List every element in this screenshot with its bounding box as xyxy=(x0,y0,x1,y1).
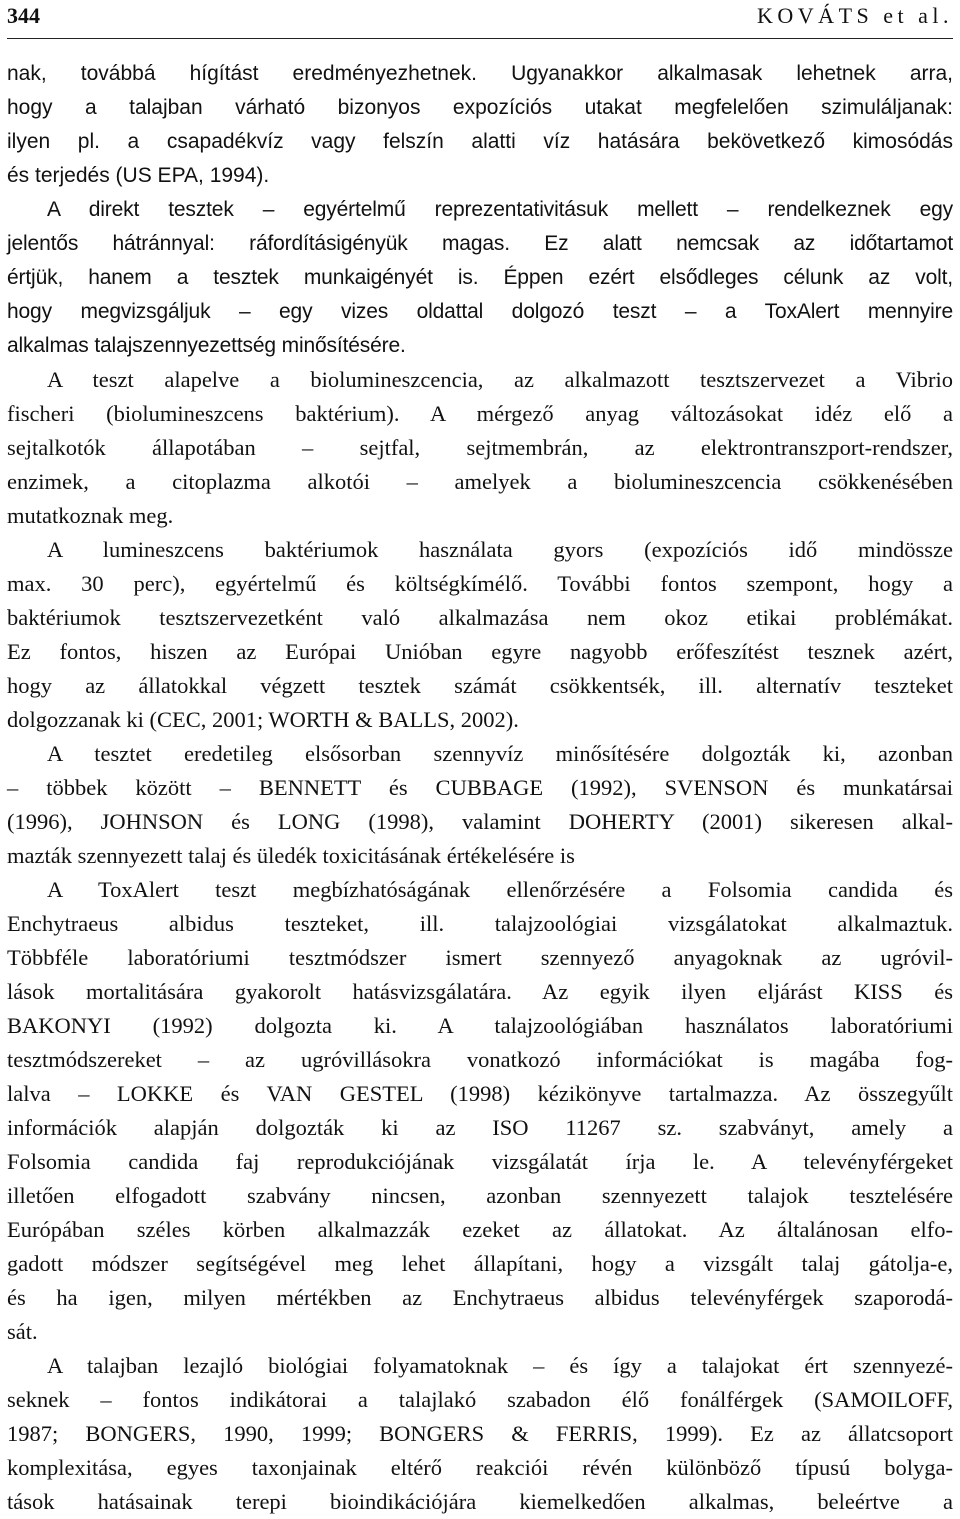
text-line: Enchytraeus albidus teszteket, ill. talajzoológiai vizsgálatokat alkalmaztuk. xyxy=(7,911,953,936)
text-line: Európában széles körben alkalmazzák ezeket az állatokat. Az általánosan elfo- xyxy=(7,1217,953,1242)
text-line: értjük, hanem a tesztek munkaigényét is. Éppen ezért elsődleges célunk az volt, xyxy=(7,266,953,289)
text-line: (1996), JOHNSON és LONG (1998), valamint DOHERTY (2001) sikeresen alkal- xyxy=(7,809,953,834)
text-line: enzimek, a citoplazma alkotói – amelyek a biolumineszcencia csökkenésében xyxy=(7,469,953,494)
text-line: A direkt tesztek – egyértelmű reprezentativitásuk mellett – rendelkeznek egy xyxy=(47,198,953,221)
text-line: fischeri (biolumineszcens baktérium). A mérgező anyag változásokat idéz elő a xyxy=(7,401,953,426)
text-line: illetően elfogadott szabvány nincsen, azonban szennyezett talajok tesztelésére xyxy=(7,1183,953,1208)
text-line: hogy a talajban várható bizonyos expozíciós utakat megfelelően szimuláljanak: xyxy=(7,96,953,119)
text-line: BAKONYI (1992) dolgozta ki. A talajzoológiában használatos laboratóriumi xyxy=(7,1013,953,1038)
text-line: lalva – LOKKE és VAN GESTEL (1998) kézikönyve tartalmazza. Az összegyűlt xyxy=(7,1081,953,1106)
text-line: alkalmas talajszennyezettség minősítésére. xyxy=(7,334,406,357)
page-number: 344 xyxy=(7,3,40,28)
text-line: max. 30 perc), egyértelmű és költségkímélő. További fontos szempont, hogy a xyxy=(7,571,953,596)
text-line: és terjedés (US EPA, 1994). xyxy=(7,164,270,187)
text-line: A teszt alapelve a biolumineszcencia, az alkalmazott tesztszervezet a Vibrio xyxy=(47,367,953,392)
text-line: Többféle laboratóriumi tesztmódszer ismert szennyező anyagoknak az ugróvil- xyxy=(7,945,953,970)
text-line: lások mortalitására gyakorolt hatásvizsgálatára. Az egyik ilyen eljárást KISS és xyxy=(7,979,953,1004)
text-line: hogy megvizsgáljuk – egy vizes oldattal dolgozó teszt – a ToxAlert mennyire xyxy=(7,300,953,323)
text-line: Folsomia candida faj reprodukciójának vizsgálatát írja le. A televényférgeket xyxy=(7,1149,953,1174)
text-line: mutatkoznak meg. xyxy=(7,503,174,528)
text-line: dolgozzanak ki (CEC, 2001; WORTH & BALLS, 2002). xyxy=(7,707,519,732)
text-line: komplexitása, egyes taxonjainak eltérő reakciói révén különböző típusú bolyga- xyxy=(7,1455,953,1480)
text-line: A talajban lezajló biológiai folyamatoknak – és így a talajokat ért szennyezé- xyxy=(47,1353,953,1378)
text-line: tesztmódszereket – az ugróvillásokra vonatkozó információkat is magába fog- xyxy=(7,1047,953,1072)
text-line: A ToxAlert teszt megbízhatóságának ellenőrzésére a Folsomia candida és xyxy=(47,877,953,902)
text-line: jelentős hátránnyal: ráfordításigényük magas. Ez alatt nemcsak az időtartamot xyxy=(7,232,953,255)
running-head: KOVÁTS et al. xyxy=(757,3,953,28)
text-line: sejtalkotók állapotában – sejtfal, sejtmembrán, az elektrontranszport-rendszer, xyxy=(7,435,953,460)
text-line: A lumineszcens baktériumok használata gyors (expozíciós idő mindössze xyxy=(47,537,953,562)
body-text xyxy=(7,57,953,1519)
text-line: hogy az állatokkal végzett tesztek számát csökkentsék, ill. alternatív teszteket xyxy=(7,673,953,698)
text-line: és ha igen, milyen mértékben az Enchytraeus albidus televényférgek szaporodá- xyxy=(7,1285,953,1310)
page-header xyxy=(7,0,953,39)
text-line: mazták szennyezett talaj és üledék toxicitásának értékelésére is xyxy=(7,843,575,868)
text-line: 1987; BONGERS, 1990, 1999; BONGERS & FERRIS, 1999). Ez az állatcsoport xyxy=(7,1421,953,1446)
text-line: A tesztet eredetileg elsősorban szennyvíz minősítésére dolgozták ki, azonban xyxy=(47,741,953,766)
text-line: ilyen pl. a csapadékvíz vagy felszín alatti víz hatására bekövetkező kimosódás xyxy=(7,130,953,153)
text-line: – többek között – BENNETT és CUBBAGE (1992), SVENSON és munkatársai xyxy=(7,775,953,800)
text-line: baktériumok tesztszervezetként való alkalmazása nem okoz etikai problémákat. xyxy=(7,605,953,630)
text-line: sát. xyxy=(7,1319,38,1344)
text-line: Ez fontos, hiszen az Európai Unióban egyre nagyobb erőfeszítést tesznek azért, xyxy=(7,639,953,664)
text-line: információk alapján dolgozták ki az ISO 11267 sz. szabványt, amely a xyxy=(7,1115,953,1140)
text-line: nak, továbbá hígítást eredményezhetnek. Ugyanakkor alkalmasak lehetnek arra, xyxy=(7,62,953,85)
text-line: tások hatásainak terepi bioindikációjára kiemelkedően alkalmas, beleértve a xyxy=(7,1489,953,1514)
text-line: gadott módszer segítségével meg lehet állapítani, hogy a vizsgált talaj gátolja-e, xyxy=(7,1251,953,1276)
text-line: seknek – fontos indikátorai a talajlakó szabadon élő fonálférgek (SAMOILOFF, xyxy=(7,1387,953,1412)
